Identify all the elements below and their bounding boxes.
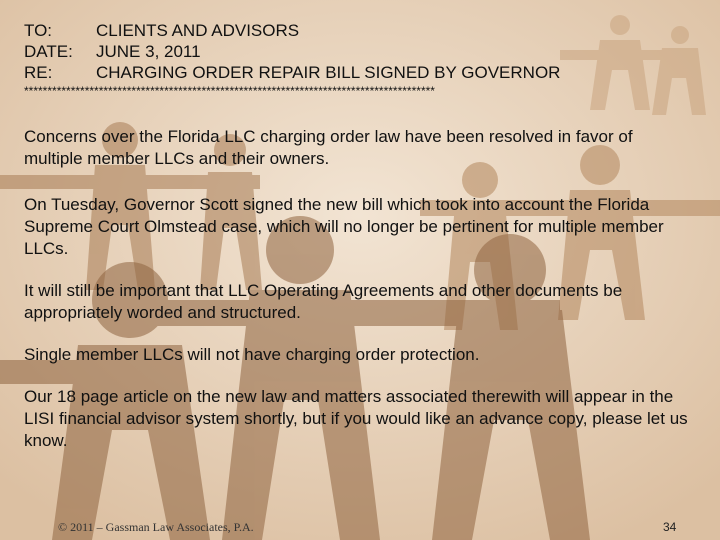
date-value: JUNE 3, 2011 xyxy=(96,42,201,61)
asterisk-separator: **************************************************************************************** xyxy=(24,84,435,98)
date-label: DATE: xyxy=(24,42,73,61)
footer-copyright: © 2011 – Gassman Law Associates, P.A. xyxy=(58,520,254,534)
paragraph-2: On Tuesday, Governor Scott signed the new bill which took into account the Florida Supreme Court Olmstead case, which will no longer be pertinent for multiple member LLCs. xyxy=(24,195,664,258)
memo-to-row xyxy=(24,20,704,41)
memo-re-row xyxy=(24,62,704,83)
to-label: TO: xyxy=(24,21,53,40)
to-value: CLIENTS AND ADVISORS xyxy=(96,21,300,40)
page-number: 34 xyxy=(663,520,677,534)
paragraph-4: Single member LLCs will not have charging order protection. xyxy=(24,345,480,364)
paragraph-1: Concerns over the Florida LLC charging order law have been resolved in favor of multiple member LLCs and their owners. xyxy=(24,127,633,168)
paragraph-3: It will still be important that LLC Operating Agreements and other documents be appropriately worded and structured. xyxy=(24,281,623,322)
memo-date-row xyxy=(24,41,704,62)
paragraph-5: Our 18 page article on the new law and matters associated therewith will appear in the LISI financial advisor system shortly, but if you would like an advance copy, please let us know. xyxy=(24,387,688,450)
re-label: RE: xyxy=(24,63,53,82)
memo-header xyxy=(24,20,704,98)
re-value: CHARGING ORDER REPAIR BILL SIGNED BY GOVERNOR xyxy=(96,63,561,82)
